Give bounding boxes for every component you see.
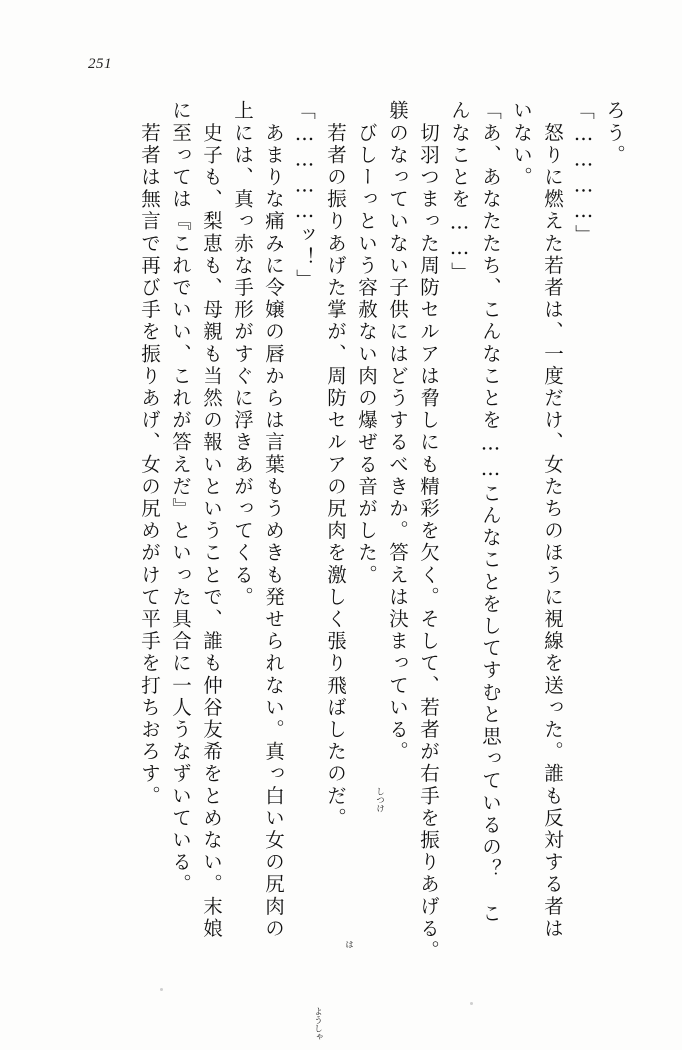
text-line: 史子も、梨恵も、母親も当然の報いということで、誰も仲谷友希をとめない。末娘 — [200, 100, 223, 940]
text-line: ろう。 — [603, 100, 626, 167]
page-number: 251 — [88, 56, 112, 72]
text-line: 怒りに燃えた若者は、一度だけ、女たちのほうに視線を送った。誰も反対する者は — [541, 100, 564, 940]
text-line: 「…………」 — [572, 100, 595, 247]
text-line: 切羽つまった周防セルアは脅しにも精彩を欠く。そして、若者が右手を振りあげる。 — [417, 100, 440, 962]
text-line: 「…………ッ！」 — [293, 100, 316, 291]
text-line: に至っては『これでいい、これが答えだ』といった具合に一人うなずいている。 — [169, 100, 192, 896]
ruby-text: しつけ — [374, 787, 385, 813]
text-line: んなことを……」 — [448, 100, 471, 284]
text-line: いない。 — [510, 100, 533, 189]
text-line: 躾のなっていない子供にはどうするべきか。答えは決まっている。 しつけ — [374, 100, 409, 813]
text-line: あまりな痛みに令嬢の唇からは言葉もうめきも発せられない。真っ白い女の尻肉の — [262, 100, 285, 940]
paper-speck — [470, 1002, 473, 1005]
text-line: 上には、真っ赤な手形がすぐに浮きあがってくる。 — [231, 100, 254, 609]
text-line: 「あ、あなたたち、こんなことを……こんなことをしてすむと思っているの？ こ — [479, 100, 502, 925]
vertical-text-block — [55, 100, 626, 1042]
text-line: びしーっという容赦ない肉の爆ぜる音がした。 は — [343, 100, 378, 949]
text-line: 若者は無言で再び手を振りあげ、女の尻めがけて平手を打ちおろす。 — [138, 100, 161, 808]
paper-speck — [160, 988, 163, 991]
ruby-text: ようしゃ — [312, 1007, 323, 1042]
text-line: 若者の振りあげた掌が、周防セルアの尻肉を激しく張り飛ばしたのだ。 ようしゃ — [312, 100, 347, 1042]
ruby-text: は — [343, 940, 354, 949]
